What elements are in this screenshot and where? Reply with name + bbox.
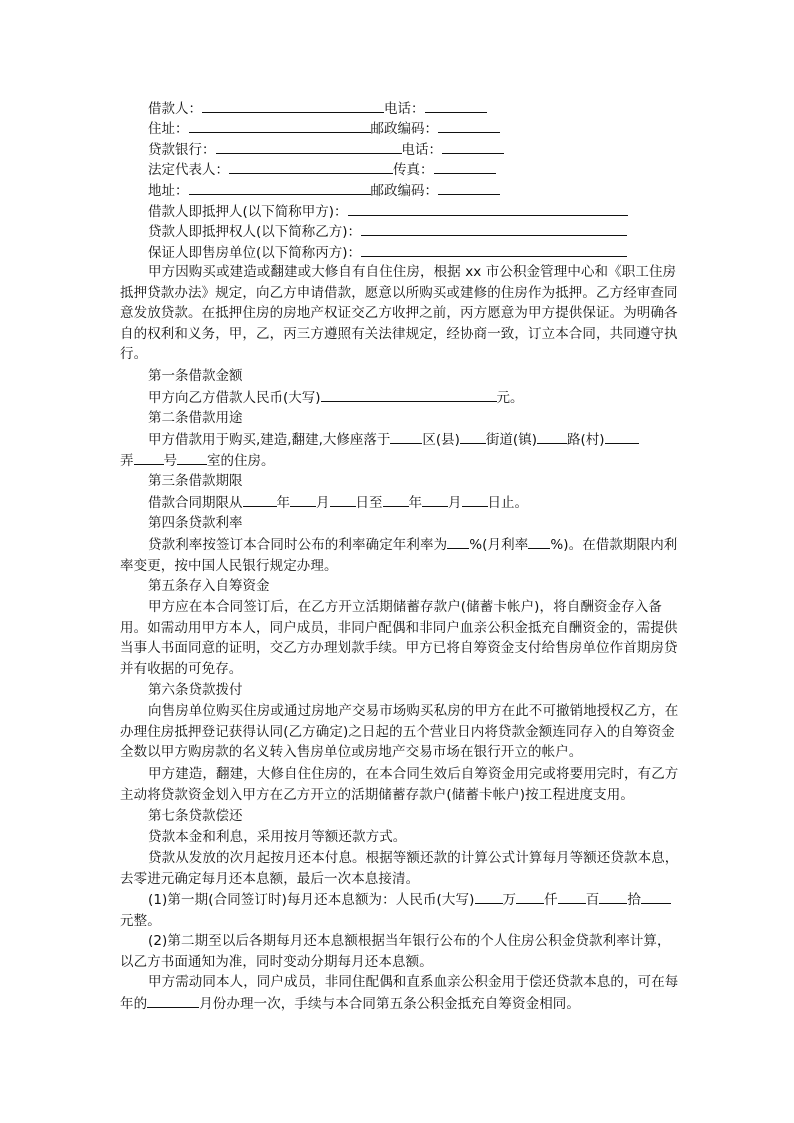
fax-label: 传真： <box>393 162 434 178</box>
annual-rate-blank <box>447 534 469 549</box>
bank-blank <box>216 139 402 154</box>
street-blank <box>460 429 486 444</box>
article1-text-a: 甲方向乙方借款人民币(大写) <box>148 390 321 406</box>
article7-p2: 贷款从发放的次月起按月还本付息。根据等额还款的计算公式计算每月等额还贷款本息，去零进元确定每月还本息额，最后一次本息接清。 <box>120 850 679 887</box>
article2-p5: 弄 <box>120 453 134 469</box>
monthly-rate-blank <box>528 534 550 549</box>
start-month-blank <box>290 492 316 507</box>
party-b-label: 贷款人即抵押权人(以下简称乙方)： <box>148 224 362 240</box>
wan-blank <box>475 889 503 904</box>
article2-line2 <box>120 450 275 471</box>
postcode-label-2: 邮政编码： <box>370 183 438 199</box>
article7-paragraph3 <box>120 972 680 1014</box>
preamble-text: 甲方因购买或建造或翻建或大修自有自住住房，根据 xx 市公积金管理中心和《职工住房抵押贷款办法》规定，向乙方申请借款，愿意以所购买或建修的住房作为抵押。乙方经审查同意发放贷款。在抵押住房的房地产权证交乙方收押之前，丙方愿意为甲方提供保证。为明确各自的权利和义务，甲，乙，丙三方遵照有关法律规定，经协商一致，订立本合同，共同遵守执行。 <box>120 264 678 363</box>
party-c-label: 保证人即售房单位(以下简称丙方)： <box>148 245 362 261</box>
article2-p2: 区(县) <box>422 432 460 448</box>
article1-text <box>148 387 524 408</box>
start-year-blank <box>243 492 277 507</box>
article2-title: 第二条借款用途 <box>148 410 243 426</box>
party-a-row <box>148 201 628 222</box>
article7-item2 <box>120 931 680 972</box>
district-blank <box>390 429 422 444</box>
article4-paragraph <box>120 534 680 576</box>
article7-item1-a: (1)第一期(合同签订时)每月还本息额为：人民币(大写) <box>148 892 475 908</box>
address-row <box>148 118 500 139</box>
article2-p4: 路(村) <box>566 432 605 448</box>
article7-item1-b: 万 <box>502 892 517 908</box>
party-a-blank <box>348 201 628 216</box>
article4-p1: 贷款利率按签订本合同时公布的利率确定年利率为 <box>148 537 448 553</box>
postcode-blank-2 <box>438 180 500 195</box>
article2-p6: 号 <box>163 453 177 469</box>
article2-p3: 街道(镇) <box>485 432 537 448</box>
month-blank <box>147 993 199 1008</box>
bank-row <box>148 139 504 160</box>
address-blank <box>189 118 371 133</box>
end-month-blank <box>422 492 448 507</box>
borrower-label: 借款人： <box>148 101 202 117</box>
article3-p4: 日至 <box>355 495 383 511</box>
article5-paragraph <box>120 597 680 679</box>
bank-label: 贷款银行： <box>148 142 216 158</box>
article6-p2: 甲方建造，翻建，大修自住住房的，在本合同生效后自筹资金用完或将要用完时，有乙方主动将贷款资金划入甲方在乙方开立的活期储蓄存款户(储蓄卡帐户)按工程进度支用。 <box>120 766 679 803</box>
start-day-blank <box>330 492 356 507</box>
article7-item1 <box>120 889 680 931</box>
legal-rep-blank <box>229 159 393 174</box>
address-blank-2 <box>189 180 371 195</box>
qian-blank <box>516 889 544 904</box>
article7-item1-c: 仟 <box>544 892 558 908</box>
end-day-blank <box>462 492 488 507</box>
article5-text: 甲方应在本合同签订后，在乙方开立活期储蓄存款户(储蓄卡帐户)，将自酬资金存入备用。如需动用甲方本人，同户成员，非同户配偶和非同户血亲公积金抵充自酬资金的，需提供当事人书面同意的证明，交乙方办理划款手续。甲方已将自筹资金支付给售房单位作首期房贷并有收据的可免存。 <box>120 599 678 677</box>
number-blank <box>177 450 207 465</box>
phone-label: 电话： <box>384 101 425 117</box>
article4-p2: %(月利率 <box>469 537 529 553</box>
article1-text-b: 元。 <box>496 390 524 406</box>
yuan-blank <box>641 889 671 904</box>
phone-blank-2 <box>442 139 504 154</box>
phone-label-2: 电话： <box>401 142 442 158</box>
article3-p7: 日止。 <box>487 495 528 511</box>
article4-p3: %)。在借款期限内利率变更，按中国人民银行规定办理。 <box>120 537 678 574</box>
shi-blank <box>599 889 627 904</box>
address-label-2: 地址： <box>148 183 189 199</box>
article2-line1 <box>148 429 639 450</box>
article3-title: 第三条借款期限 <box>148 473 243 489</box>
postcode-label: 邮政编码： <box>370 121 438 137</box>
article7-paragraph2 <box>120 848 680 889</box>
end-year-blank <box>383 492 409 507</box>
article6-title: 第六条贷款拨付 <box>148 682 243 698</box>
preamble-paragraph <box>120 262 680 365</box>
party-b-blank <box>361 221 627 236</box>
loan-amount-blank <box>321 387 497 402</box>
party-a-label: 借款人即抵押人(以下简称甲方)： <box>148 204 348 220</box>
party-b-row <box>148 221 627 242</box>
article7-item1-f: 元整。 <box>120 912 161 929</box>
road-blank <box>537 429 567 444</box>
bai-blank <box>558 889 586 904</box>
article5-title: 第五条存入自筹资金 <box>148 578 270 594</box>
phone-blank <box>425 98 487 113</box>
borrower-row <box>148 98 487 119</box>
article7-paragraph1 <box>120 827 680 848</box>
article6-paragraph2 <box>120 764 680 805</box>
article7-item2-text: (2)第二期至以后各期每月还本息额根据当年银行公布的个人住房公积金贷款利率计算，以乙方书面通知为准，同时变动分期每月还本息额。 <box>120 933 671 970</box>
village-blank <box>605 429 639 444</box>
article6-paragraph1 <box>120 701 680 763</box>
fax-blank <box>434 159 496 174</box>
article3-p5: 年 <box>408 495 422 511</box>
article6-p1: 向售房单位购买住房或通过房地产交易市场购买私房的甲方在此不可撤销地授权乙方，在办理住房抵押登记获得认同(乙方确定)之日起的五个营业日内将贷款金额连同存入的自筹资金全数以甲方购房款的名义转入售房单位或房地产交易市场在银行开立的帐户。 <box>120 703 679 761</box>
legal-rep-label: 法定代表人： <box>148 162 229 178</box>
article3-line <box>148 492 528 513</box>
article3-p2: 年 <box>276 495 290 511</box>
legal-rep-row <box>148 159 496 180</box>
party-c-row <box>148 242 627 263</box>
party-c-blank <box>361 242 627 257</box>
postcode-blank <box>438 118 500 133</box>
article7-p3-a: 甲方需动同本人，同户成员，非同住配偶和直系血亲公积金用于偿还贷款本息的，可在每年的 <box>120 974 679 1012</box>
article3-p3: 月 <box>316 495 330 511</box>
article3-p6: 月 <box>448 495 462 511</box>
article3-p1: 借款合同期限从 <box>148 495 243 511</box>
address-row-2 <box>148 180 500 201</box>
address-label: 住址： <box>148 121 189 137</box>
article7-title: 第七条贷款偿还 <box>148 808 243 824</box>
article2-p7: 室的住房。 <box>207 453 275 469</box>
article1-title: 第一条借款金额 <box>148 368 243 384</box>
lane-blank <box>134 450 164 465</box>
borrower-blank <box>202 98 384 113</box>
article7-p1: 贷款本金和利息，采用按月等额还款方式。 <box>148 829 407 845</box>
article7-item1-e: 拾 <box>627 892 641 908</box>
article7-item1-d: 百 <box>585 892 600 908</box>
article4-title: 第四条贷款利率 <box>148 515 243 531</box>
article7-p3-b: 月份办理一次，手续与本合同第五条公积金抵充自筹资金相同。 <box>199 995 581 1012</box>
article2-p1: 甲方借款用于购买,建造,翻建,大修座落于 <box>148 432 391 448</box>
